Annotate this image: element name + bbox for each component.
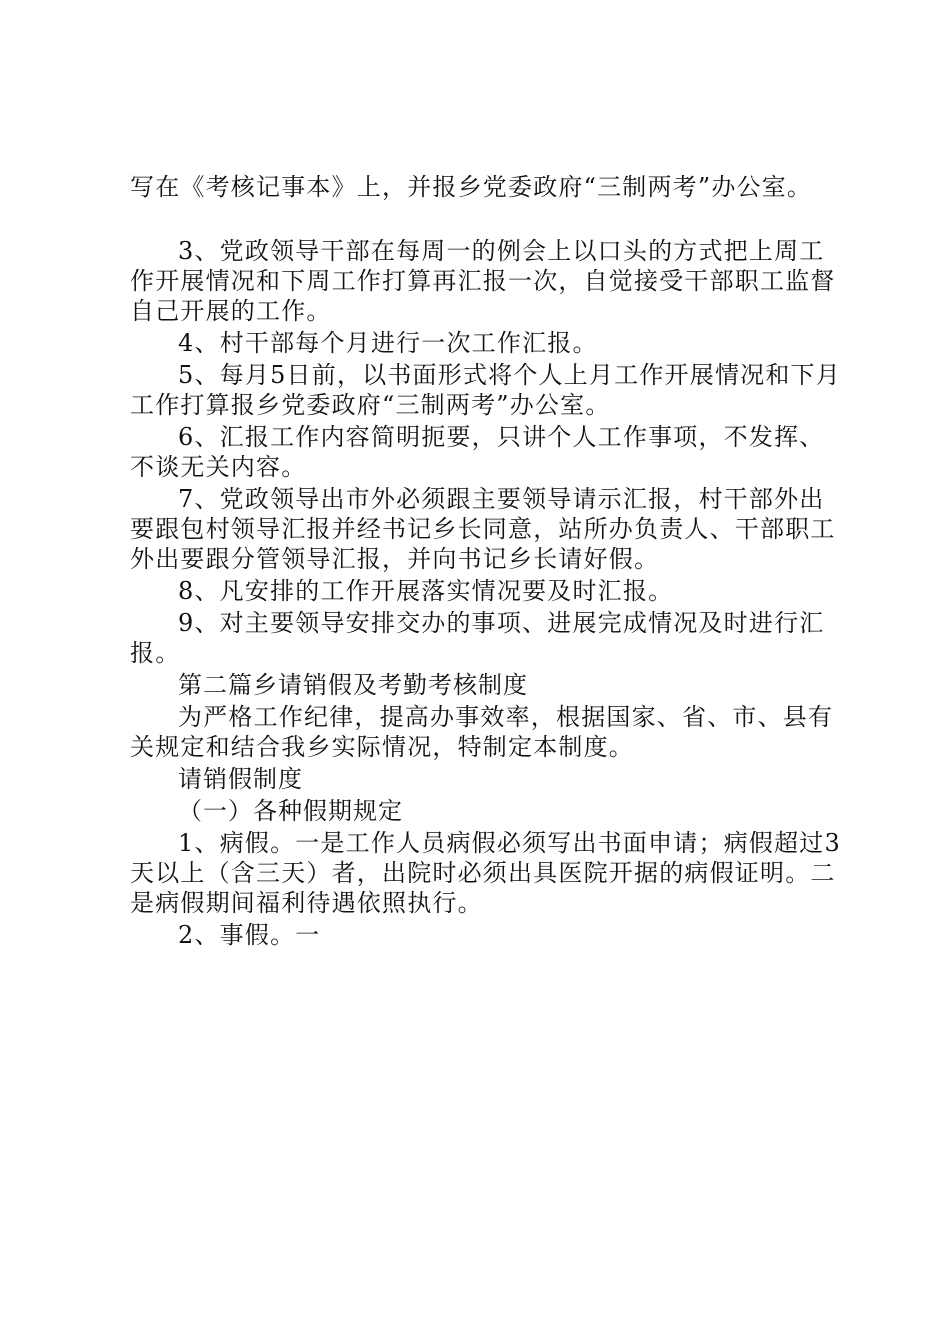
paragraph-12: 1、病假。一是工作人员病假必须写出书面申请；病假超过3天以上（含三天）者，出院时必须出具医院开据的病假证明。二是病假期间福利待遇依照执行。: [130, 829, 841, 917]
subheading-leave-rules: （一）各种假期规定: [178, 797, 403, 825]
paragraph-6: 8、凡安排的工作开展落实情况要及时汇报。: [178, 577, 674, 605]
section-heading: 第二篇乡请销假及考勤考核制度: [178, 671, 528, 699]
paragraph-5: 7、党政领导出市外必须跟主要领导请示汇报，村干部外出要跟包村领导汇报并经书记乡长同意，站所办负责人、干部职工外出要跟分管领导汇报，并向书记乡长请好假。: [130, 485, 836, 573]
paragraph-9: 为严格工作纪律，提高办事效率，根据国家、省、市、县有关规定和结合我乡实际情况，特制定本制度。: [130, 703, 834, 761]
subheading-leave-system: 请销假制度: [178, 765, 303, 793]
paragraph-1: 3、党政领导干部在每周一的例会上以口头的方式把上周工作开展情况和下周工作打算再汇报一次，自觉接受干部职工监督自己开展的工作。: [130, 237, 836, 325]
paragraph-gap: [130, 202, 842, 236]
paragraph-13: 2、事假。一: [178, 921, 321, 949]
paragraph-0: 写在《考核记事本》上，并报乡党委政府“三制两考”办公室。: [130, 173, 813, 201]
paragraph-4: 6、汇报工作内容简明扼要，只讲个人工作事项，不发挥、不谈无关内容。: [130, 423, 825, 481]
paragraph-7: 9、对主要领导安排交办的事项、进展完成情况及时进行汇报。: [130, 609, 825, 667]
paragraph-3: 5、每月5日前，以书面形式将个人上月工作开展情况和下月工作打算报乡党委政府“三制两考”办公室。: [130, 361, 841, 419]
paragraph-2: 4、村干部每个月进行一次工作汇报。: [178, 329, 598, 357]
document-body: [130, 172, 842, 950]
